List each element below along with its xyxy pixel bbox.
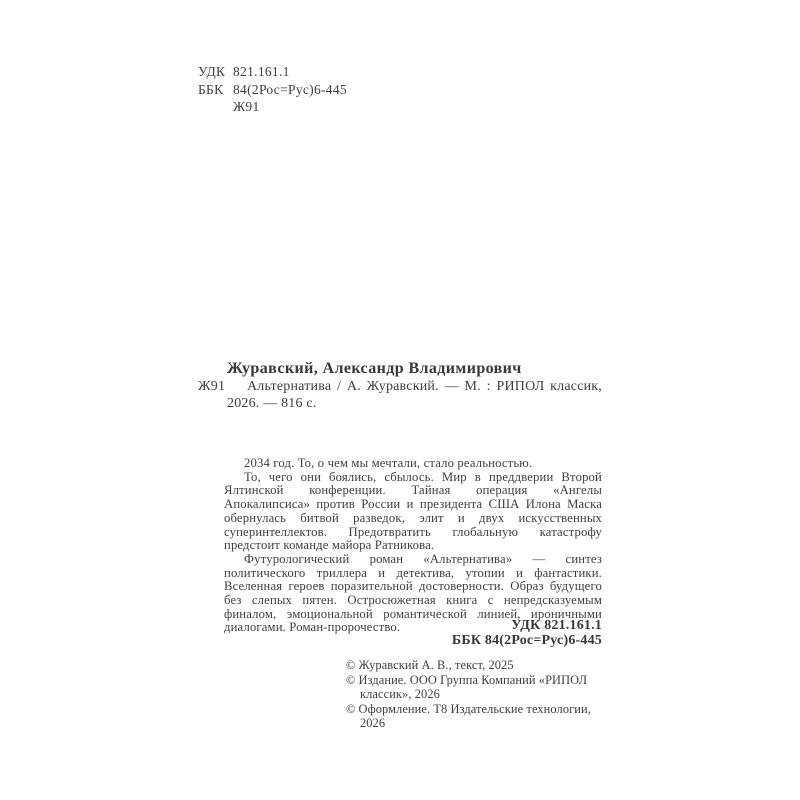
annotation-block bbox=[224, 457, 602, 635]
bbk-label: ББК bbox=[198, 81, 224, 97]
entry-text: Альтернатива / А. Журавский. — М. : РИПОЛ классик, 2026. — 816 с. bbox=[227, 379, 602, 411]
author-heading: Журавский, Александр Владимирович bbox=[227, 360, 522, 377]
bbk-row bbox=[198, 81, 347, 99]
copyright-line-author bbox=[346, 658, 604, 673]
copyright-line-design bbox=[346, 702, 604, 731]
copyright-line-publisher bbox=[346, 673, 604, 702]
top-classification-codes bbox=[198, 63, 347, 116]
bibliographic-entry bbox=[198, 360, 602, 412]
bibliographic-description bbox=[198, 378, 602, 412]
annotation-paragraph-3: Футурологический роман «Альтернатива» — синтез политического триллера и детектива, утопии и фантастики. Вселенная героев поразительной достоверности. Образ будущего без слепых пятен. Остросюжетная книга с непредсказуемым финалом, эмоциональной романтической линией, ироничными диалогами. Роман-пророчество. bbox=[224, 551, 602, 635]
udc-row bbox=[198, 63, 347, 81]
copyright-text: Журавский А. В., текст, 2025 bbox=[358, 658, 514, 672]
author-sign-spacer bbox=[198, 98, 233, 116]
udc-value: 821.161.1 bbox=[233, 64, 290, 79]
bbk-value: 84(2Рос=Рус)6-445 bbox=[233, 81, 347, 97]
bottom-udc: УДК 821.161.1 bbox=[511, 618, 602, 633]
copyright-icon: © bbox=[346, 701, 356, 716]
copyright-text: Оформление. Т8 Издательские технологии, 2026 bbox=[358, 701, 591, 731]
bottom-bbk: ББК 84(2Рос=Рус)6-445 bbox=[451, 632, 602, 648]
copyright-text: Издание. ООО Группа Компаний «РИПОЛ классик», 2026 bbox=[358, 672, 588, 702]
author-sign-row bbox=[198, 98, 347, 116]
bottom-classification-codes bbox=[452, 619, 602, 648]
copyright-block bbox=[346, 658, 604, 731]
copyright-icon: © bbox=[346, 658, 356, 672]
annotation-paragraph-2: То, чего они боялись, сбылось. Мир в преддверии Второй Ялтинской конференции. Тайная операция «Ангелы Апокалипсиса» против России и президента США Илона Маска обернулась битвой разведок, элит и двух искусственных суперинтеллектов. Предотвратить глобальную катастрофу предстоит команде майора Ратникова. bbox=[224, 469, 602, 553]
udc-label: УДК bbox=[198, 64, 226, 79]
annotation-paragraph-1: 2034 год. То, о чем мы мечтали, стало реальностью. bbox=[244, 456, 533, 470]
copyright-icon: © bbox=[346, 672, 356, 687]
entry-author-sign: Ж91 bbox=[198, 379, 226, 394]
author-sign: Ж91 bbox=[233, 99, 260, 114]
